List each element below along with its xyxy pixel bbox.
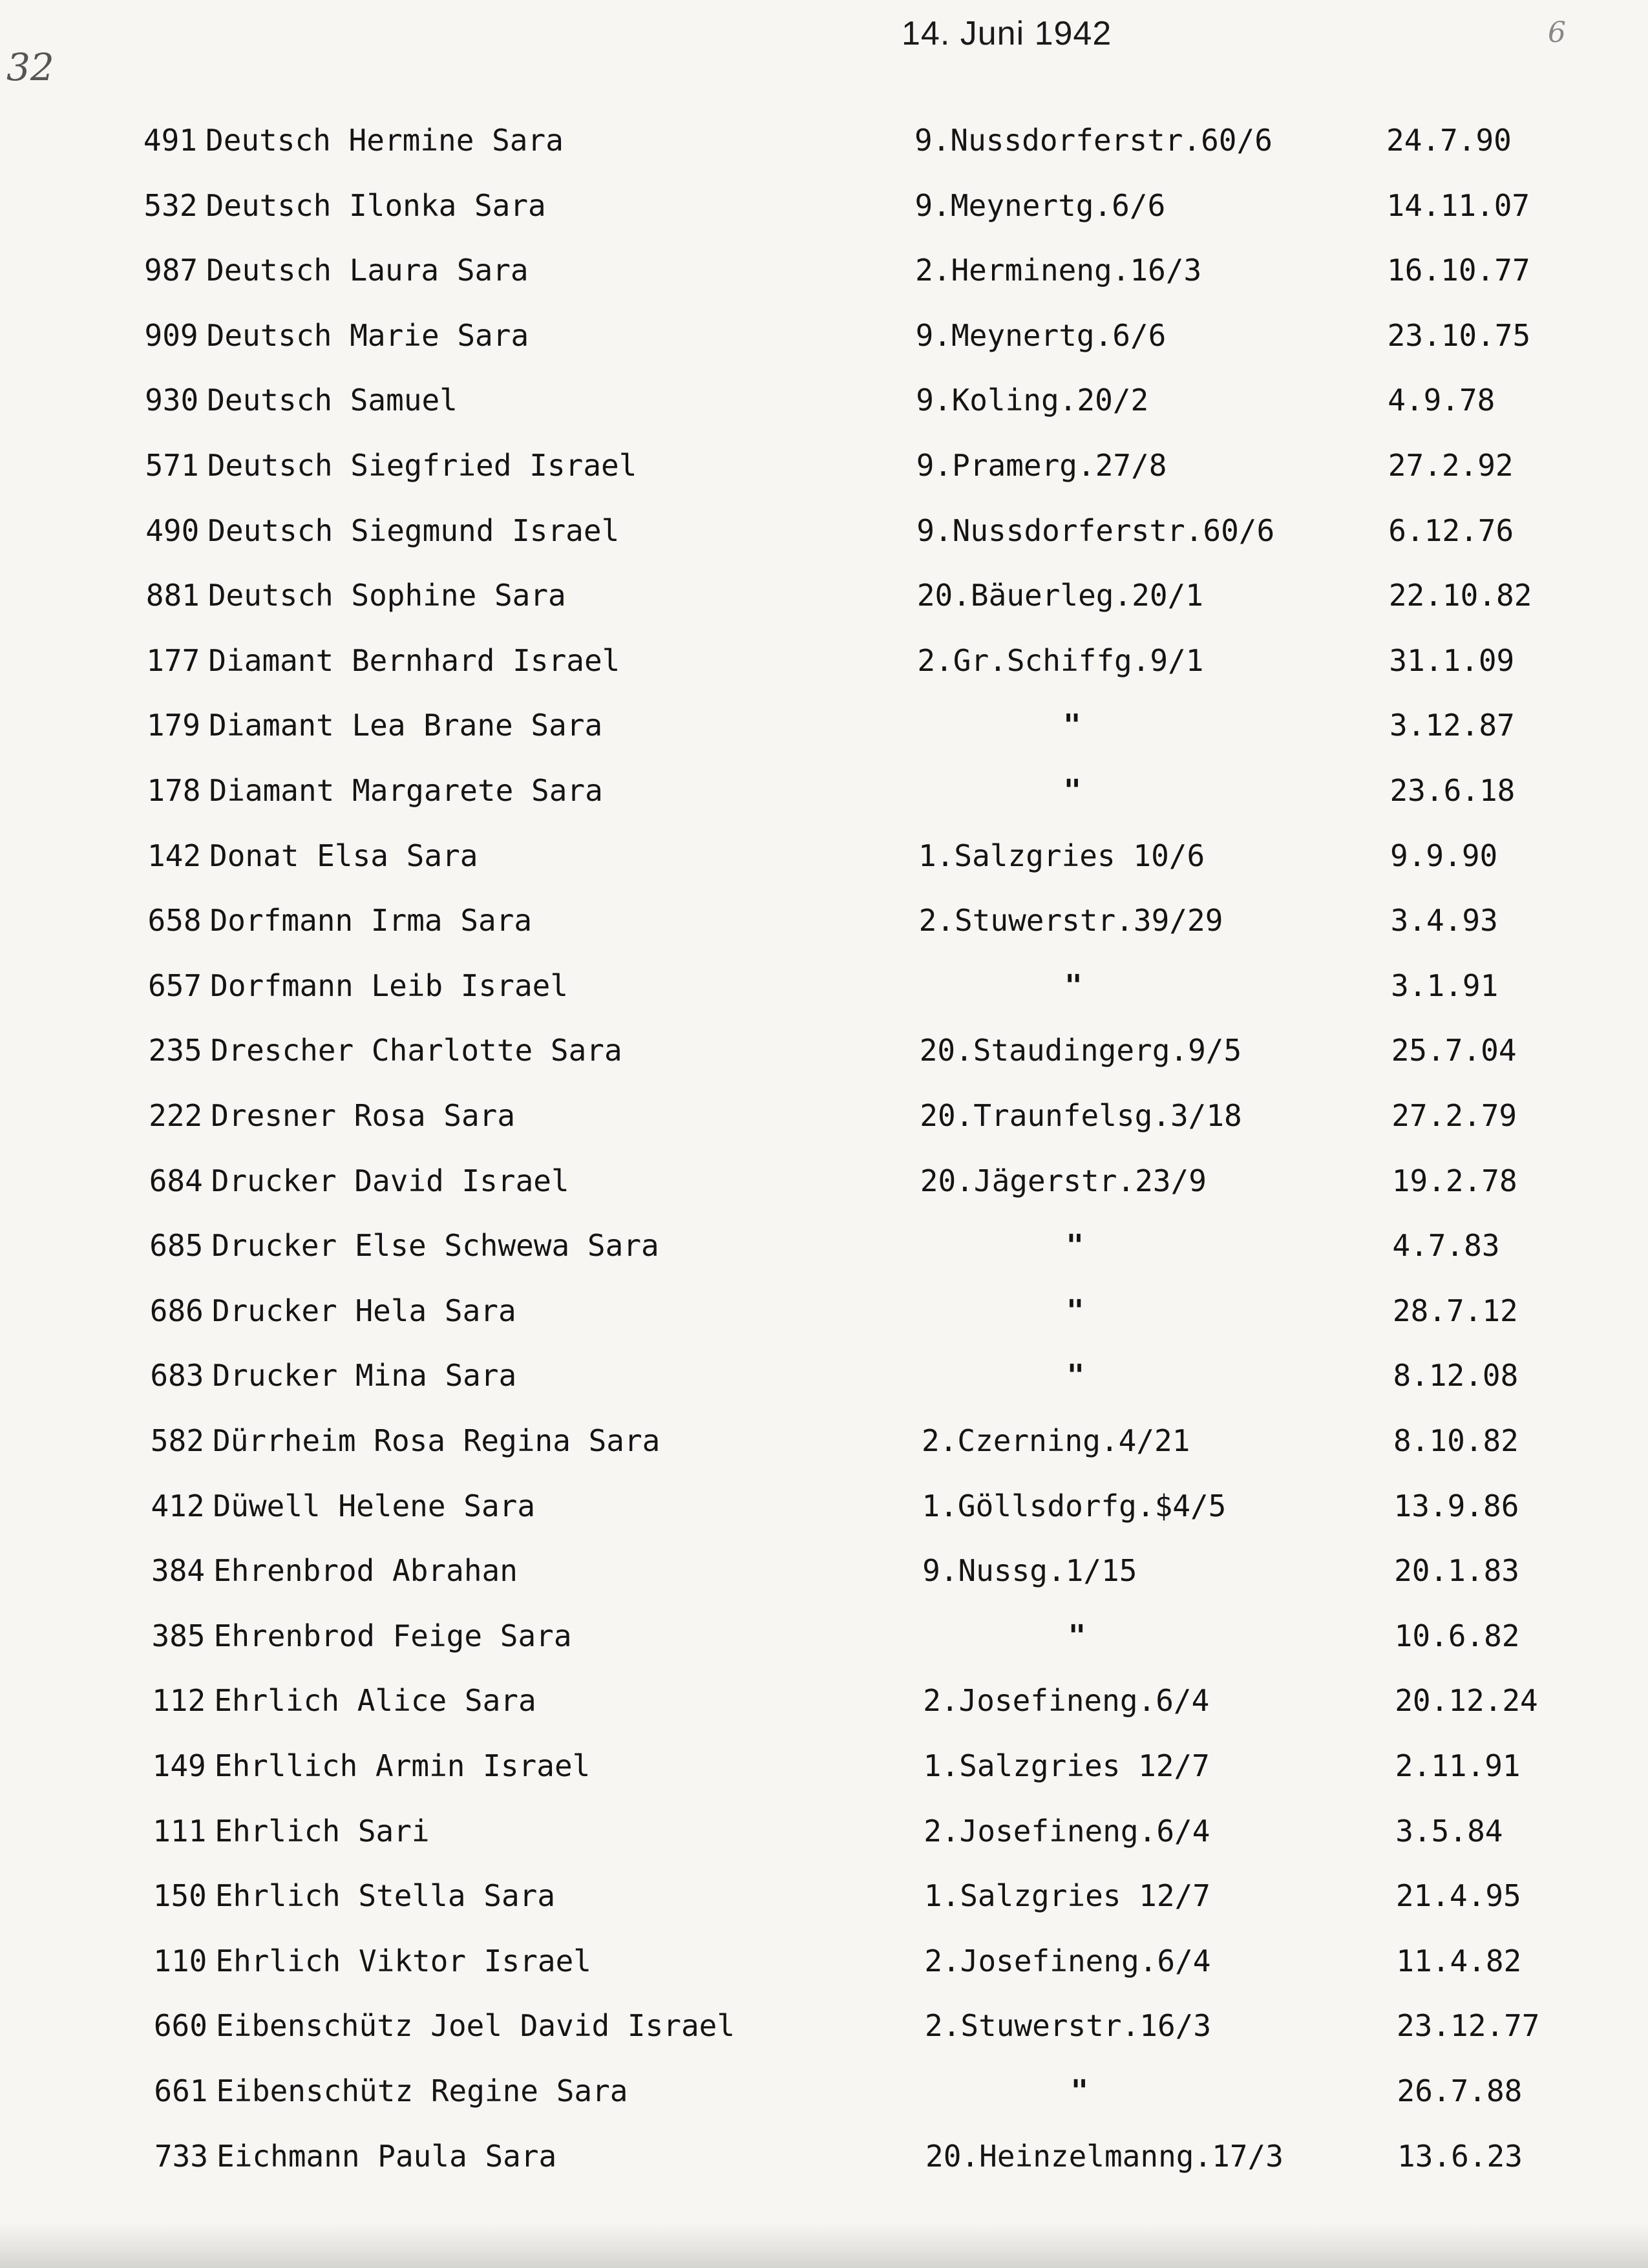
list-row <box>0 1553 1648 1598</box>
row-birth-date: 27.2.79 <box>1391 1098 1517 1133</box>
list-row <box>0 578 1648 623</box>
row-birth-date: 3.5.84 <box>1395 1813 1503 1849</box>
row-address: 2.Gr.Schiffg.9/1 <box>917 642 1204 678</box>
row-birth-date: 8.12.08 <box>1393 1358 1519 1394</box>
row-birth-date: 31.1.09 <box>1389 642 1515 678</box>
row-birth-date: 4.9.78 <box>1388 383 1495 418</box>
list-row <box>0 1618 1648 1664</box>
row-birth-date: 24.7.90 <box>1386 123 1512 158</box>
row-birth-date: 23.6.18 <box>1389 773 1516 808</box>
row-address: " <box>1070 2073 1089 2108</box>
row-birth-date: 27.2.92 <box>1388 448 1514 483</box>
row-address: 2.Czerning.4/21 <box>922 1423 1190 1458</box>
row-address: " <box>1062 708 1081 743</box>
row-number: 235 <box>148 1033 202 1068</box>
row-address: " <box>1066 1293 1084 1328</box>
row-address: 1.Salzgries 10/6 <box>918 838 1205 873</box>
list-row <box>0 1683 1648 1728</box>
list-row <box>0 318 1648 363</box>
row-name: Ehrlich Stella Sara <box>215 1878 556 1914</box>
left-margin-note: 32 <box>6 45 54 89</box>
row-address: 9.Nussdorferstr.60/6 <box>914 123 1273 158</box>
row-name: Deutsch Ilonka Sara <box>206 187 546 223</box>
row-birth-date: 3.12.87 <box>1389 708 1515 743</box>
row-number: 582 <box>150 1423 204 1458</box>
row-name: Dürrheim Rosa Regina Sara <box>213 1423 660 1458</box>
row-birth-date: 13.9.86 <box>1393 1488 1519 1523</box>
row-birth-date: 9.9.90 <box>1390 838 1498 873</box>
list-row <box>0 1228 1648 1273</box>
row-birth-date: 23.10.75 <box>1387 317 1531 353</box>
row-birth-date: 16.10.77 <box>1387 253 1530 288</box>
row-birth-date: 14.11.07 <box>1386 187 1530 223</box>
row-address: 9.Nussg.1/15 <box>922 1553 1137 1589</box>
list-row <box>0 2139 1648 2184</box>
list-row <box>0 1423 1648 1468</box>
row-number: 178 <box>147 773 201 808</box>
row-number: 177 <box>146 642 200 678</box>
row-number: 150 <box>153 1878 207 1914</box>
list-row <box>0 968 1648 1013</box>
row-address: 2.Hermineng.16/3 <box>915 253 1202 288</box>
row-birth-date: 2.11.91 <box>1395 1748 1521 1783</box>
row-birth-date: 10.6.82 <box>1394 1618 1520 1653</box>
row-birth-date: 4.7.83 <box>1392 1228 1500 1264</box>
list-row <box>0 188 1648 233</box>
row-address: " <box>1066 1358 1085 1394</box>
list-row <box>0 1489 1648 1534</box>
list-row <box>0 1748 1648 1794</box>
list-row <box>0 383 1648 428</box>
row-birth-date: 28.7.12 <box>1392 1293 1518 1328</box>
row-number: 179 <box>146 708 200 743</box>
row-number: 684 <box>149 1163 203 1198</box>
document-date: 14. Juni 1942 <box>902 15 1112 52</box>
row-birth-date: 19.2.78 <box>1391 1163 1517 1198</box>
row-number: 661 <box>154 2073 208 2108</box>
row-birth-date: 3.1.91 <box>1391 968 1499 1003</box>
row-name: Ehrenbrod Feige Sara <box>213 1618 572 1653</box>
list-row <box>0 1163 1648 1209</box>
row-name: Deutsch Siegfried Israel <box>207 448 637 483</box>
row-birth-date: 25.7.04 <box>1391 1033 1517 1068</box>
row-address: " <box>1063 773 1082 808</box>
row-number: 142 <box>147 838 202 873</box>
row-number: 385 <box>151 1618 206 1653</box>
row-address: 1.Salzgries 12/7 <box>924 1878 1210 1914</box>
list-row <box>0 1814 1648 1859</box>
list-row <box>0 253 1648 298</box>
row-number: 881 <box>145 578 200 613</box>
row-name: Diamant Bernhard Israel <box>208 642 620 678</box>
list-row <box>0 1878 1648 1924</box>
row-birth-date: 22.10.82 <box>1388 578 1532 613</box>
list-row <box>0 123 1648 168</box>
row-name: Ehrenbrod Abrahan <box>213 1553 518 1589</box>
row-name: Düwell Helene Sara <box>213 1488 536 1523</box>
row-name: Drucker Else Schwewa Sara <box>211 1228 659 1264</box>
row-name: Deutsch Sophine Sara <box>207 578 566 613</box>
row-name: Eibenschütz Joel David Israel <box>215 2008 735 2044</box>
row-number: 686 <box>149 1293 204 1328</box>
right-margin-note: 6 <box>1548 16 1566 49</box>
row-name: Diamant Lea Brane Sara <box>208 708 603 743</box>
row-number: 683 <box>150 1358 204 1394</box>
row-address: 2.Stuwerstr.16/3 <box>924 2008 1212 2044</box>
row-birth-date: 26.7.88 <box>1397 2073 1523 2108</box>
list-row <box>0 448 1648 493</box>
row-name: Diamant Margarete Sara <box>209 773 603 808</box>
row-address: 20.Heinzelmanng.17/3 <box>925 2138 1284 2174</box>
list-row <box>0 1293 1648 1339</box>
row-number: 660 <box>153 2008 207 2044</box>
row-number: 112 <box>152 1683 206 1719</box>
row-address: 2.Stuwerstr.39/29 <box>918 903 1223 938</box>
row-number: 733 <box>154 2138 209 2174</box>
row-birth-date: 23.12.77 <box>1396 2008 1540 2044</box>
row-address: 20.Traunfelsg.3/18 <box>920 1098 1242 1133</box>
row-birth-date: 20.12.24 <box>1395 1683 1538 1719</box>
row-name: Deutsch Laura Sara <box>206 253 529 288</box>
row-number: 149 <box>152 1748 206 1783</box>
row-name: Ehrllich Armin Israel <box>214 1748 591 1783</box>
row-number: 930 <box>145 383 199 418</box>
row-name: Deutsch Samuel <box>207 383 458 418</box>
row-number: 111 <box>153 1813 207 1849</box>
row-name: Deutsch Siegmund Israel <box>207 513 620 548</box>
list-row <box>0 1944 1648 1989</box>
row-number: 222 <box>149 1098 203 1133</box>
row-name: Drucker Hela Sara <box>211 1293 516 1328</box>
row-number: 532 <box>143 187 198 223</box>
row-birth-date: 13.6.23 <box>1397 2138 1523 2174</box>
row-address: 20.Jägerstr.23/9 <box>920 1163 1207 1198</box>
list-row <box>0 838 1648 884</box>
row-birth-date: 3.4.93 <box>1390 903 1498 938</box>
row-number: 412 <box>151 1488 205 1523</box>
row-address: 9.Meynertg.6/6 <box>915 317 1167 353</box>
row-address: 2.Josefineng.6/4 <box>923 1683 1210 1719</box>
row-number: 658 <box>147 903 202 938</box>
list-row <box>0 2073 1648 2119</box>
list-row <box>0 773 1648 818</box>
row-name: Deutsch Marie Sara <box>206 317 529 353</box>
row-number: 987 <box>144 253 198 288</box>
row-address: 20.Bäuerleg.20/1 <box>916 578 1203 613</box>
row-number: 909 <box>144 317 198 353</box>
list-row <box>0 1098 1648 1143</box>
row-number: 491 <box>143 123 197 158</box>
row-name: Donat Elsa Sara <box>209 838 478 873</box>
row-name: Ehrlich Alice Sara <box>214 1683 536 1719</box>
row-number: 685 <box>149 1228 204 1264</box>
row-number: 110 <box>153 1943 207 1978</box>
list-row <box>0 643 1648 688</box>
row-name: Deutsch Hermine Sara <box>206 123 564 158</box>
list-row <box>0 903 1648 948</box>
row-address: 9.Nussdorferstr.60/6 <box>916 513 1275 548</box>
row-name: Eibenschütz Regine Sara <box>216 2073 628 2108</box>
row-number: 384 <box>151 1553 206 1589</box>
list-row <box>0 2008 1648 2053</box>
row-name: Ehrlich Viktor Israel <box>215 1943 591 1978</box>
row-address: 20.Staudingerg.9/5 <box>919 1033 1242 1068</box>
row-name: Drescher Charlotte Sara <box>210 1033 622 1068</box>
row-address: 2.Josefineng.6/4 <box>924 1943 1211 1978</box>
row-address: 9.Koling.20/2 <box>916 383 1149 418</box>
row-address: " <box>1068 1618 1086 1653</box>
row-name: Drucker Mina Sara <box>212 1358 517 1394</box>
list-row <box>0 1358 1648 1403</box>
row-birth-date: 11.4.82 <box>1396 1943 1522 1978</box>
row-name: Eichmann Paula Sara <box>217 2138 557 2174</box>
row-birth-date: 6.12.76 <box>1388 513 1514 548</box>
row-address: 9.Meynertg.6/6 <box>914 187 1166 223</box>
row-name: Ehrlich Sari <box>215 1813 430 1849</box>
row-birth-date: 20.1.83 <box>1394 1553 1519 1589</box>
row-address: 9.Pramerg.27/8 <box>916 448 1167 483</box>
list-row <box>0 1033 1648 1078</box>
row-birth-date: 8.10.82 <box>1393 1423 1519 1458</box>
row-name: Dorfmann Leib Israel <box>210 968 569 1003</box>
row-name: Dresner Rosa Sara <box>211 1098 516 1133</box>
row-birth-date: 21.4.95 <box>1395 1878 1521 1914</box>
row-address: " <box>1066 1228 1084 1264</box>
list-row <box>0 513 1648 558</box>
row-name: Drucker David Israel <box>211 1163 569 1198</box>
row-number: 490 <box>145 513 200 548</box>
row-address: 1.Salzgries 12/7 <box>923 1748 1210 1783</box>
row-address: 1.Göllsdorfg.$4/5 <box>922 1488 1227 1523</box>
row-name: Dorfmann Irma Sara <box>209 903 533 938</box>
row-number: 571 <box>145 448 199 483</box>
row-address: " <box>1064 968 1083 1003</box>
row-number: 657 <box>148 968 202 1003</box>
list-row <box>0 708 1648 753</box>
scan-shadow <box>0 2223 1648 2268</box>
row-address: 2.Josefineng.6/4 <box>924 1813 1210 1849</box>
